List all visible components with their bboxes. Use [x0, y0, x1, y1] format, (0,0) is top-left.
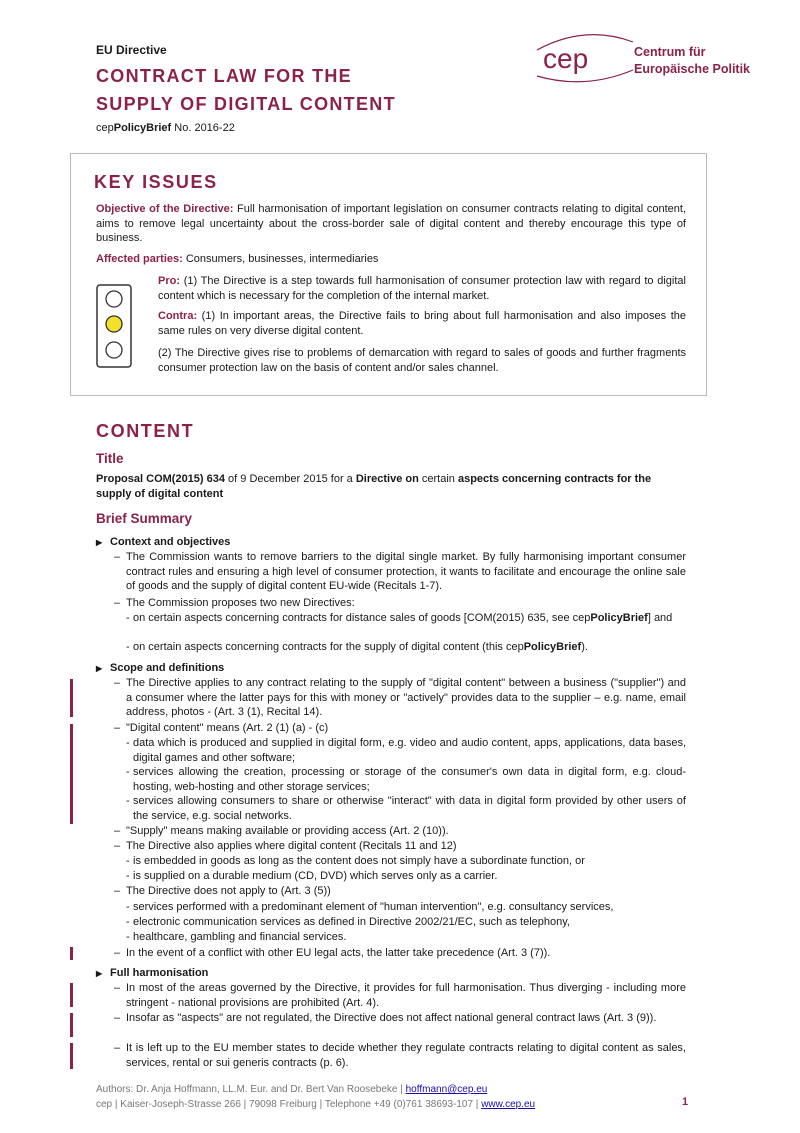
affected-parties-paragraph: [96, 252, 686, 267]
sub-list-item: - electronic communication services as defined in Directive 2002/21/EC, such as telephony,: [126, 916, 570, 928]
website-link[interactable]: www.cep.eu: [481, 1099, 536, 1110]
sub-list-item: - on certain aspects concerning contracts for distance sales of goods [COM(2015) 635, see cepPolicyBrief] and: [126, 612, 673, 624]
list-item: – Insofar as "aspects" are not regulated, the Directive does not affect national general contract laws (Art. 3 (9)).: [114, 1012, 657, 1024]
contra2-paragraph: (2) The Directive gives rise to problems of demarcation with regard to sales of goods and further fragments consumer protection law on the basis of content and/or sales channel.: [158, 347, 686, 374]
sub-item-text: services performed with a predominant element of "human intervention", e.g. consultancy services,: [133, 901, 614, 913]
cep-logo-icon: [525, 30, 645, 86]
traffic-light-green: [106, 342, 122, 358]
footer-authors: Authors: Dr. Anja Hoffmann, LL.M. Eur. and Dr. Bert Van Roosebeke |: [96, 1084, 406, 1095]
sub-item-suffix: ).: [581, 641, 588, 653]
proposal-subject: aspects concerning contracts for the supply of digital content: [96, 473, 652, 500]
list-item-text: The Directive does not apply to (Art. 3 (5)): [126, 885, 331, 897]
list-item-text: The Commission proposes two new Directives:: [126, 597, 355, 609]
triangle-bullet-icon: ▶: [96, 538, 103, 547]
brief-suffix: No. 2016-22: [171, 122, 235, 134]
change-marker: [70, 724, 73, 824]
key-issues-heading: KEY ISSUES: [94, 172, 218, 192]
sub-item-text: on certain aspects concerning contracts for the supply of digital content (this cep: [133, 641, 524, 653]
list-item-text: The Directive also applies where digital content (Recitals 11 and 12): [126, 840, 457, 852]
change-marker: [70, 947, 73, 960]
traffic-light-red: [106, 291, 122, 307]
list-item: – "Supply" means making available or providing access (Art. 2 (10)).: [114, 825, 449, 837]
list-item: – It is left up to the EU member states to decide whether they regulate contracts relating to digital content as sales, services, rental or sui generis contracts (p. 6).: [114, 1042, 686, 1069]
sub-list-item: - services allowing consumers to share or otherwise "interact" with data in digital form provided by other users of the service, e.g. social networks.: [126, 795, 686, 822]
sub-item-bold: PolicyBrief: [590, 612, 648, 624]
list-item: – The Commission wants to remove barriers to the digital single market. By fully harmonising important consumer contract rules and ensuring a high level of consumer protection, it wants to facilitate and encourage the online sale of goods and the supply of digital content EU-wide (Recitals 1-7).: [114, 551, 686, 592]
section-title: Full harmonisation: [110, 967, 209, 979]
proposal-certain: certain: [418, 473, 458, 485]
footer-address: cep | Kaiser-Joseph-Strasse 266 | 79098 Freiburg | Telephone +49 (0)761 38693-107 |: [96, 1099, 482, 1110]
contra-label: Contra:: [158, 310, 198, 322]
title-subheading: Title: [96, 451, 124, 466]
footer-authors-line: [96, 1082, 535, 1097]
footer-address-line: [96, 1097, 535, 1112]
sub-item-text: is supplied on a durable medium (CD, DVD) which serves only as a carrier.: [133, 870, 498, 882]
email-link[interactable]: hoffmann@cep.eu: [405, 1084, 488, 1095]
page-number: 1: [682, 1096, 689, 1108]
list-item: – "Digital content" means (Art. 2 (1) (a) - (c): [114, 722, 329, 734]
objective-paragraph: [96, 202, 686, 246]
page-title-line2: SUPPLY OF DIGITAL CONTENT: [96, 94, 396, 114]
list-item: – The Directive applies to any contract relating to the supply of "digital content" between a business ("supplier") and a consumer where the latter pays for this with money or "actively" provides data to the supplier – e.g. name, email address, photos - (Art. 3 (1), Recital 14).: [114, 677, 686, 718]
pro-text: (1) The Directive is a step towards full harmonisation of consumer protection law with regard to digital content which is necessary for the completion of the internal market.: [158, 275, 686, 302]
logo-text: cep: [543, 43, 589, 74]
brief-summary-subheading: Brief Summary: [96, 511, 193, 526]
sub-item-suffix: ] and: [647, 612, 673, 624]
sub-item-text: services allowing the creation, processing or storage of the consumer's own data in digital form, e.g. cloud-hosting, web-hosting and other storage services;: [133, 766, 686, 793]
list-item: – The Directive does not apply to (Art. 3 (5)): [114, 885, 331, 897]
pro-paragraph: [158, 274, 686, 303]
list-item-text: "Digital content" means (Art. 2 (1) (a) - (c): [126, 722, 329, 734]
list-item: – In most of the areas governed by the Directive, it provides for full harmonisation. Thus diverging - including more stringent - national provisions are prohibited (Art. 4).: [114, 982, 686, 1009]
triangle-bullet-icon: ▶: [96, 664, 103, 673]
section-context-heading: [96, 536, 230, 548]
policybrief-number: [96, 122, 235, 134]
objective-text: Full harmonisation of important legislation on consumer contracts relating to digital content, aims to remove legal uncertainty about the cross-border sale of digital content and thereby encourage this type of business.: [96, 203, 686, 244]
footer: [96, 1082, 535, 1112]
brief-prefix: cep: [96, 122, 114, 134]
sub-item-text: on certain aspects concerning contracts for distance sales of goods [COM(2015) 635, see cep: [133, 612, 591, 624]
sub-list-item: - data which is produced and supplied in digital form, e.g. video and audio content, apps, applications, data bases, digital games and other software;: [126, 737, 686, 764]
sub-list-item: - services allowing the creation, processing or storage of the consumer's own data in digital form, e.g. cloud-hosting, web-hosting and other storage services;: [126, 766, 686, 793]
change-marker: [70, 983, 73, 1007]
sub-list-item: - services performed with a predominant element of "human intervention", e.g. consultancy services,: [126, 901, 614, 913]
sub-list-item: - healthcare, gambling and financial services.: [126, 931, 347, 943]
sub-item-text: services allowing consumers to share or otherwise "interact" with data in digital form provided by other users of the service, e.g. social networks.: [133, 795, 686, 822]
list-item-text: "Supply" means making available or providing access (Art. 2 (10)).: [126, 825, 449, 837]
proposal-title: [96, 472, 686, 501]
sub-list-item: - on certain aspects concerning contracts for the supply of digital content (this cepPolicyBrief).: [126, 641, 588, 653]
sub-item-text: data which is produced and supplied in digital form, e.g. video and audio content, apps, applications, data bases, digital games and other software;: [133, 737, 686, 764]
sub-list-item: - is embedded in goods as long as the content does not simply have a subordinate function, or: [126, 855, 585, 867]
document-type: EU Directive: [96, 43, 167, 57]
change-marker: [70, 1043, 73, 1069]
contra-paragraph: [158, 309, 686, 338]
change-marker: [70, 679, 73, 717]
affected-text: Consumers, businesses, intermediaries: [182, 253, 379, 265]
section-harmonisation-heading: [96, 967, 208, 979]
pro-label: Pro:: [158, 275, 180, 287]
traffic-light-yellow: [106, 316, 122, 332]
list-item: – The Directive also applies where digital content (Recitals 11 and 12): [114, 840, 457, 852]
list-item-text: In most of the areas governed by the Directive, it provides for full harmonisation. Thus diverging - including more stringent - national provisions are prohibited (Art. 4).: [126, 982, 686, 1009]
change-marker: [70, 1013, 73, 1037]
org-line1: Centrum für: [634, 45, 706, 59]
proposal-ref: Proposal COM(2015) 634: [96, 473, 225, 485]
list-item-text: It is left up to the EU member states to decide whether they regulate contracts relating to digital content as sales, services, rental or sui generis contracts (p. 6).: [126, 1042, 686, 1069]
list-item-text: The Commission wants to remove barriers to the digital single market. By fully harmonising important consumer contract rules and ensuring a high level of consumer protection, it wants to facilitate and encourage the online sale of goods and the supply of digital content EU-wide (Recitals 1-7).: [126, 551, 686, 592]
sub-item-text: healthcare, gambling and financial services.: [133, 931, 347, 943]
page-title-line1: CONTRACT LAW FOR THE: [96, 66, 352, 86]
sub-item-text: electronic communication services as defined in Directive 2002/21/EC, such as telephony,: [133, 916, 570, 928]
section-scope-heading: [96, 662, 224, 674]
organisation-name: [634, 44, 750, 78]
list-item-text: In the event of a conflict with other EU legal acts, the latter take precedence (Art. 3 (7)).: [126, 947, 551, 959]
traffic-light-icon: [96, 284, 132, 368]
content-heading: CONTENT: [96, 421, 195, 441]
affected-label: Affected parties:: [96, 253, 183, 265]
list-item-text: The Directive applies to any contract relating to the supply of "digital content" between a business ("supplier") and a consumer where the latter pays for this with money or "actively" provides data to the supplier – e.g. name, email address, photos - (Art. 3 (1), Recital 14).: [126, 677, 686, 718]
sub-item-bold: PolicyBrief: [523, 641, 582, 653]
proposal-directive: Directive on: [355, 473, 419, 485]
list-item: – In the event of a conflict with other EU legal acts, the latter take precedence (Art. 3 (7)).: [114, 947, 551, 959]
proposal-date: of 9 December 2015 for a: [225, 473, 356, 485]
sub-item-text: is embedded in goods as long as the content does not simply have a subordinate function, or: [133, 855, 585, 867]
brief-bold: PolicyBrief: [113, 122, 172, 134]
section-title: Scope and definitions: [110, 662, 225, 674]
contra-text: (1) In important areas, the Directive fails to bring about full harmonisation and also imposes the same rules on very diverse digital content.: [158, 310, 686, 337]
section-title: Context and objectives: [110, 536, 231, 548]
sub-list-item: - is supplied on a durable medium (CD, DVD) which serves only as a carrier.: [126, 870, 498, 882]
org-line2: Europäische Politik: [634, 62, 751, 76]
list-item-text: Insofar as "aspects" are not regulated, the Directive does not affect national general contract laws (Art. 3 (9)).: [126, 1012, 657, 1024]
triangle-bullet-icon: ▶: [96, 969, 103, 978]
list-item: – The Commission proposes two new Directives:: [114, 597, 355, 609]
objective-label: Objective of the Directive:: [96, 203, 234, 215]
